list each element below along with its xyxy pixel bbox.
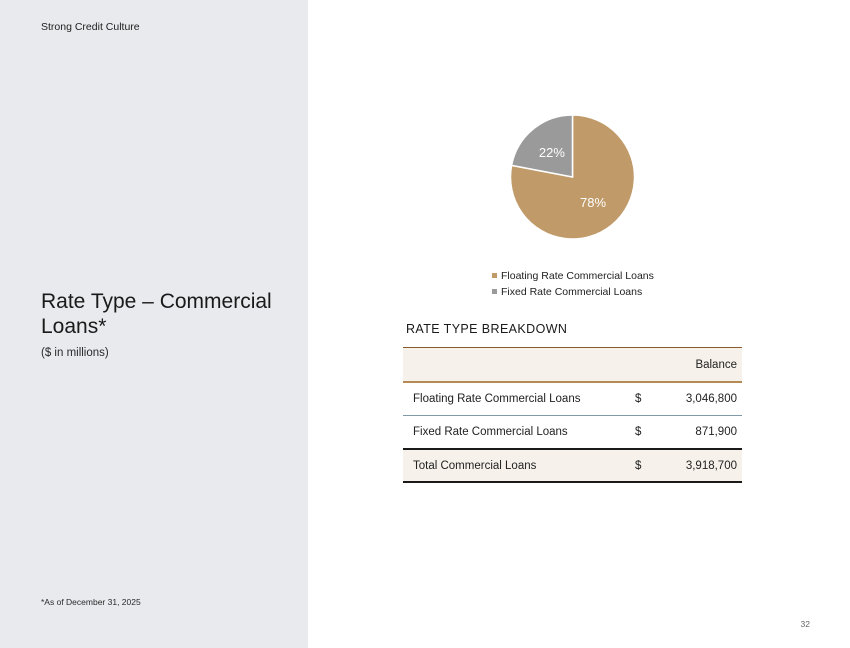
legend-label-fixed: Fixed Rate Commercial Loans [501, 286, 643, 298]
row-currency: $ [635, 393, 642, 405]
balance-column-header: Balance [695, 358, 737, 371]
row-label: Floating Rate Commercial Loans [413, 393, 581, 405]
chart-legend [492, 268, 654, 300]
row-label: Fixed Rate Commercial Loans [413, 426, 568, 438]
total-label: Total Commercial Loans [413, 459, 537, 472]
row-value: 871,900 [695, 426, 737, 438]
table-total-row [403, 450, 742, 483]
pie-label-fixed: 22% [538, 145, 565, 161]
table-title: RATE TYPE BREAKDOWN [406, 322, 568, 336]
rate-type-table [403, 347, 742, 483]
row-currency: $ [635, 426, 642, 438]
table-row [403, 383, 742, 416]
legend-item-fixed [492, 284, 654, 300]
total-value: 3,918,700 [685, 459, 737, 472]
page-subtitle: ($ in millions) [41, 347, 109, 359]
row-value: 3,046,800 [685, 393, 737, 405]
section-label: Strong Credit Culture [41, 21, 140, 33]
legend-item-floating [492, 268, 654, 284]
sidebar-panel [0, 0, 308, 648]
total-currency: $ [635, 459, 642, 472]
legend-swatch-fixed [492, 289, 497, 294]
footnote: *As of December 31, 2025 [41, 597, 141, 607]
pie-chart [500, 107, 645, 252]
legend-label-floating: Floating Rate Commercial Loans [501, 270, 654, 282]
pie-label-floating: 78% [580, 194, 607, 210]
page-number: 32 [800, 619, 810, 629]
table-row [403, 416, 742, 450]
legend-swatch-floating [492, 273, 497, 278]
table-header-row [403, 347, 742, 383]
page-title: Rate Type – Commercial Loans* [41, 290, 272, 338]
